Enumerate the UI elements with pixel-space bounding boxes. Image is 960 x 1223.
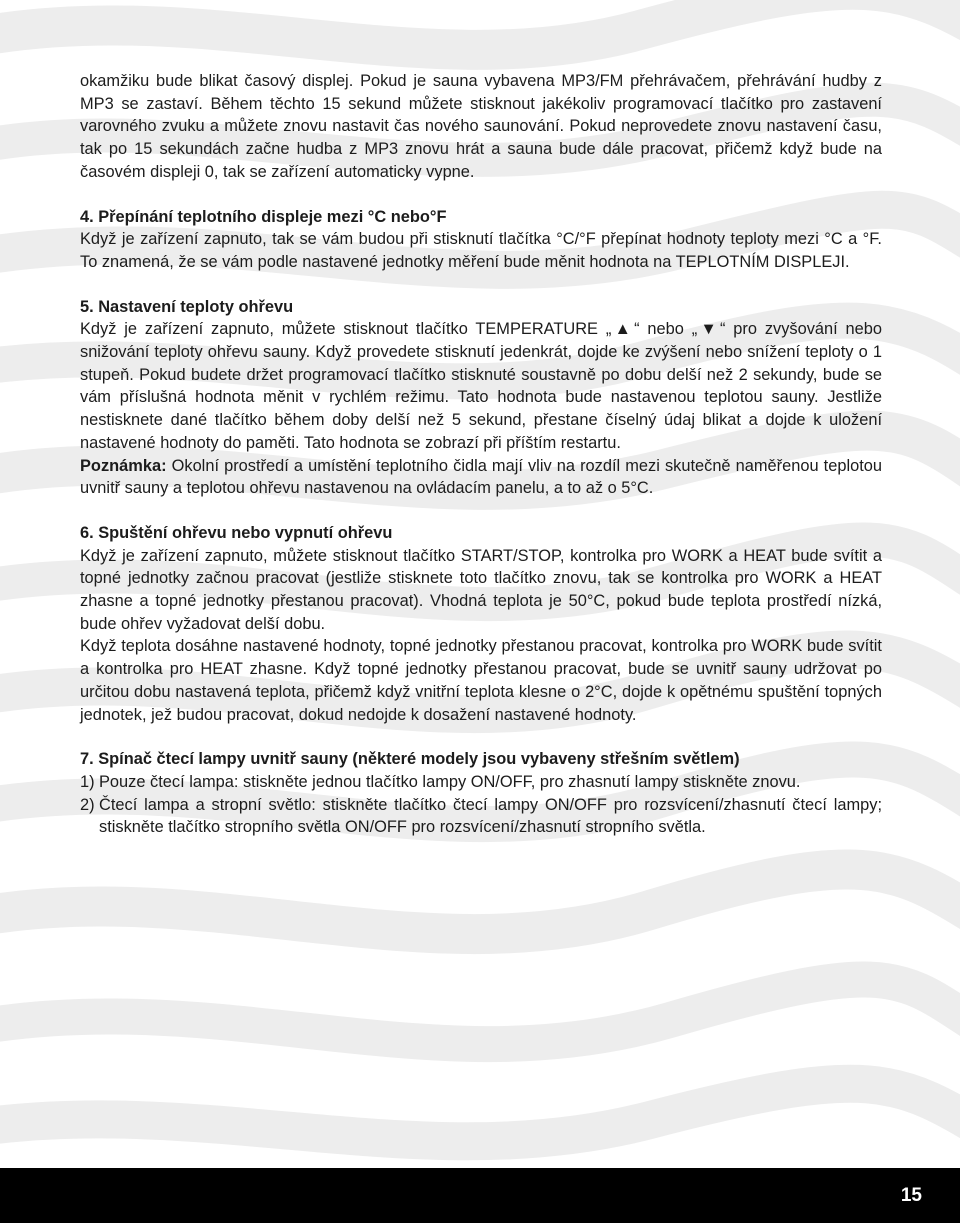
section-5-paragraph: Když je zařízení zapnuto, můžete stisknout tlačítko TEMPERATURE „▲“ nebo „▼“ pro zvyšování nebo snižování teploty ohřevu sauny. Když provedete stisknutí jedenkrát, dojde ke zvýšení nebo snížení teploty o 1 stupeň. Pokud budete držet programovací tlačítko stisknuté soustavně po dobu delší než 2 sekundy, bude se vám příslušná hodnota měnit v rychlém režimu. Tato hodnota bude nastavenou teplotou sauny. Jestliže nestisknete dané tlačítko během doby delší než 5 sekund, přestane číselný údaj blikat a dojde k uložení nastavené hodnoty do paměti. Tato hodnota se zobrazí při příštím restartu. (80, 320, 882, 452)
note-label: Poznámka: (80, 456, 167, 475)
section-7-heading: 7. Spínač čtecí lampy uvnitř sauny (některé modely jsou vybaveny střešním světlem) (80, 750, 740, 769)
section-4-heading: 4. Přepínání teplotního displeje mezi °C nebo°F (80, 207, 447, 226)
intro-paragraph: okamžiku bude blikat časový displej. Pokud je sauna vybavena MP3/FM přehrávačem, přehrávání hudby z MP3 se zastaví. Během těchto 15 sekund můžete stisknout jakékoliv programovací tlačítko pro zastavení varovného zvuku a můžete znovu nastavit čas nového saunování. Pokud neprovedete znovu nastavení času, tak po 15 sekundách začne hudba z MP3 znovu hrát a sauna bude dále pracovat, přičemž když bude na časovém displeji 0, tak se zařízení automaticky vypne. (80, 72, 882, 181)
section-5-note (80, 455, 882, 500)
section-6-paragraph-1: Když je zařízení zapnuto, můžete stisknout tlačítko START/STOP, kontrolka pro WORK a HEAT bude svítit a topné jednotky začnou pracovat (jestliže stisknete toto tlačítko znovu, tak se kontrolka pro WORK a HEAT zhasne a topné jednotky přestanou pracovat). Vhodná teplota je 50°C, pokud bude teplota prostředí nízká, bude ohřev vyžadovat delší dobu. (80, 546, 882, 633)
list-item (80, 771, 882, 794)
section-7 (80, 748, 882, 839)
section-7-list (80, 771, 882, 839)
list-item-number: 2) (80, 795, 95, 814)
section-6-heading: 6. Spuštění ohřevu nebo vypnutí ohřevu (80, 523, 393, 542)
list-item-text: Čtecí lampa a stropní světlo: stiskněte tlačítko čtecí lampy ON/OFF pro rozsvícení/zhasnutí čtecí lampy; stiskněte tlačítko stropního světla ON/OFF pro rozsvícení/zhasnutí stropního světla. (99, 795, 882, 837)
document-body (80, 70, 882, 839)
section-6-paragraph-2: Když teplota dosáhne nastavené hodnoty, topné jednotky přestanou pracovat, kontrolka pro WORK bude svítit a kontrolka pro HEAT zhasne. Když topné jednotky přestanou pracovat, bude se uvnitř sauny udržovat po určitou dobu nastavená teplota, přičemž když vnitřní teplota klesne o 2°C, dojde k opětnému spuštění topných jednotek, jež budou pracovat, dokud nedojde k dosažení nastavené hodnoty. (80, 637, 882, 724)
list-item (80, 794, 882, 839)
list-item-text: Pouze čtecí lampa: stiskněte jednou tlačítko lampy ON/OFF, pro zhasnutí lampy stiskněte znovu. (99, 772, 801, 791)
section-6 (80, 522, 882, 726)
section-5-heading: 5. Nastavení teploty ohřevu (80, 297, 294, 316)
section-4 (80, 206, 882, 274)
footer-bar (0, 1168, 960, 1223)
section-4-paragraph: Když je zařízení zapnuto, tak se vám budou při stisknutí tlačítka °C/°F přepínat hodnoty teploty mezi °C a °F. To znamená, že se vám podle nastavené jednotky měření bude měnit hodnota na TEPLOTNÍM DISPLEJI. (80, 230, 882, 271)
note-text: Okolní prostředí a umístění teplotního čidla mají vliv na rozdíl mezi skutečně naměřenou teplotou uvnitř sauny a teplotou ohřevu nastavenou na ovládacím panelu, a to až o 5°C. (80, 456, 882, 498)
page-number: 15 (900, 1185, 922, 1206)
list-item-number: 1) (80, 772, 95, 791)
section-5 (80, 296, 882, 500)
